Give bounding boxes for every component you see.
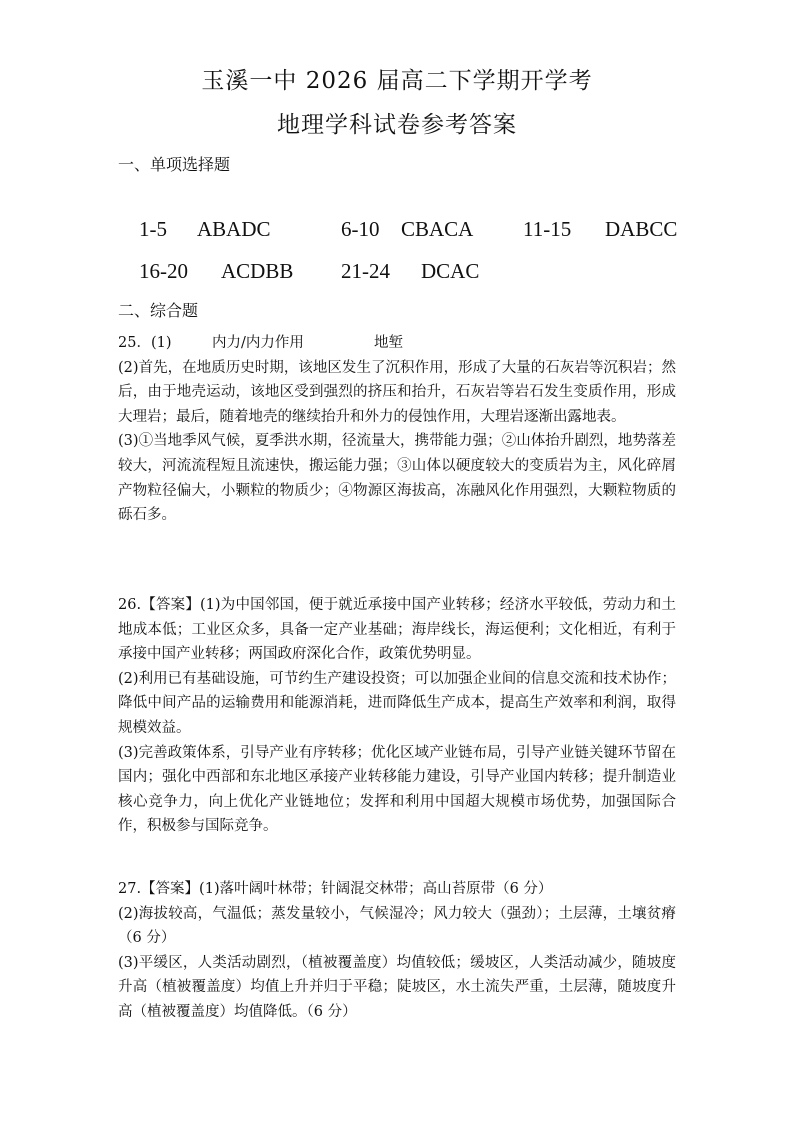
q25-part3: (3)①当地季风气候，夏季洪水期，径流量大，携带能力强；②山体抬升剧烈，地势落差较大，河流流程短且流速快，搬运能力强；③山体以硬度较大的变质岩为主，风化碎屑产物粒径偏大，小颗粒的物质少；④物源区海拔高，冻融风化作用强烈，大颗粒物质的砾石多。 xyxy=(118,433,676,524)
question-26 xyxy=(118,593,676,839)
mc-range: 16-20 xyxy=(139,259,188,283)
mc-answers: DABCC xyxy=(605,217,678,241)
mc-range: 11-15 xyxy=(523,217,572,241)
question-25 xyxy=(118,331,676,528)
q25-part2: (2)首先，在地质历史时期，该地区发生了沉积作用，形成了大量的石灰岩等沉积岩；然后，由于地壳运动，该地区受到强烈的挤压和抬升，石灰岩等岩石发生变质作用，形成大理岩；最后，随着地壳的继续抬升和外力的侵蚀作用，大理岩逐渐出露地表。 xyxy=(118,359,676,425)
q26-part1: 26.【答案】(1)为中国邻国，便于就近承接中国产业转移；经济水平较低，劳动力和土地成本低；工业区众多，具备一定产业基础；海岸线长，海运便利；文化相近，有利于承接中国产业转移；两国政府深化合作，政策优势明显。 xyxy=(118,597,676,663)
q26-part2: (2)利用已有基础设施，可节约生产建设投资；可以加强企业间的信息交流和技术协作；降低中间产品的运输费用和能源消耗，进而降低生产成本，提高生产效率和利润，取得规模效益。 xyxy=(118,670,676,736)
mc-range: 6-10 xyxy=(341,217,380,241)
section-heading-comprehensive: 二、综合题 xyxy=(118,301,199,320)
mc-range: 21-24 xyxy=(341,259,390,283)
q27-part1: 27.【答案】(1)落叶阔叶林带；针阔混交林带；高山苔原带（6 分） xyxy=(118,881,553,897)
page-title: 玉溪一中 2026 届高二下学期开学考 xyxy=(201,68,593,94)
q26-part3: (3)完善政策体系，引导产业有序转移；优化区域产业链布局，引导产业链关键环节留在国内；强化中西部和东北地区承接产业转移能力建设，引导产业国内转移；提升制造业核心竞争力，向上优化产业链地位；发挥和利用中国超大规模市场优势，加强国际合作，积极参与国际竞争。 xyxy=(118,744,676,835)
question-27 xyxy=(118,877,676,1025)
q27-part3: (3)平缓区，人类活动剧烈，（植被覆盖度）均值较低；缓坡区，人类活动减少，随坡度升高（植被覆盖度）均值上升并归于平稳；陡坡区，水土流失严重，土层薄，随坡度升高（植被覆盖度）均值降低。（6 分） xyxy=(118,954,676,1020)
q25-number: 25．(1) xyxy=(118,335,172,351)
mc-answers: DCAC xyxy=(421,259,480,283)
mc-answers: ABADC xyxy=(197,217,271,241)
q25-part1 xyxy=(118,331,676,356)
mc-range: 1-5 xyxy=(139,217,167,241)
q27-part2: (2)海拔较高，气温低；蒸发量较小，气候湿冷；风力较大（强劲）；土层薄，土壤贫瘠（6 分） xyxy=(118,905,676,947)
mc-answers: CBACA xyxy=(401,217,474,241)
q25-answer-b: 地堑 xyxy=(374,335,403,351)
section-heading-multiple-choice: 一、单项选择题 xyxy=(118,155,231,174)
mc-answers: ACDBB xyxy=(221,259,294,283)
q25-answer-a: 内力/内力作用 xyxy=(212,335,304,351)
page-subtitle: 地理学科试卷参考答案 xyxy=(277,112,517,138)
